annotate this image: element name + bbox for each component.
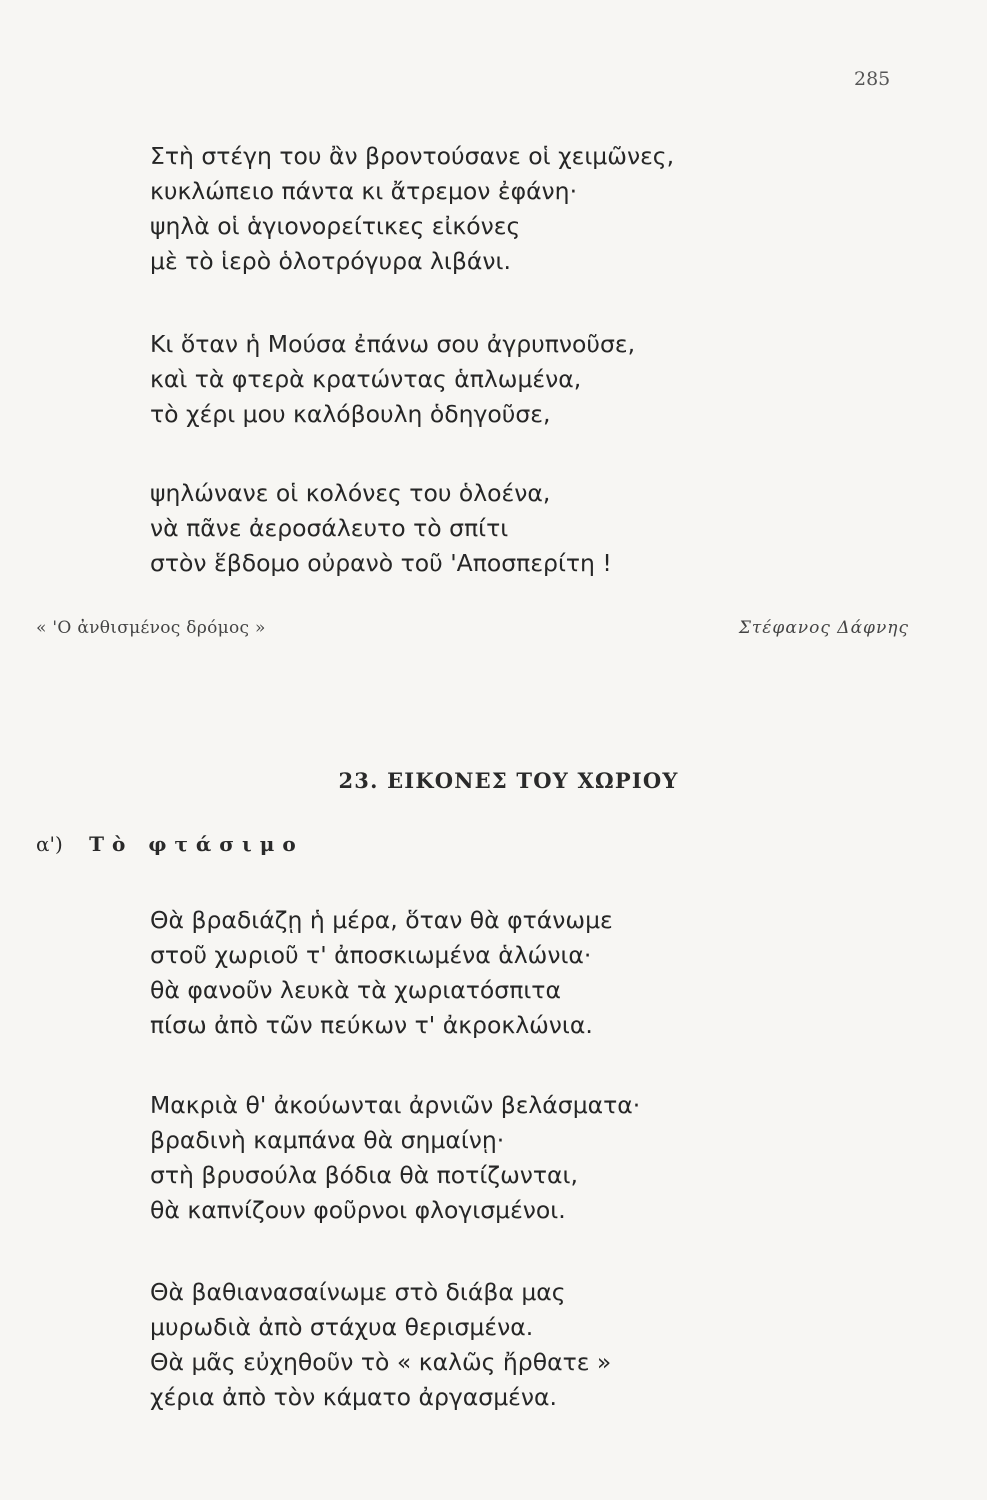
poem-line: βραδινὴ καμπάνα θὰ σημαίνῃ· — [150, 1126, 505, 1154]
page-number: 285 — [854, 68, 891, 90]
poem-line: Θὰ μᾶς εὐχηθοῦν τὸ « καλῶς ἤρθατε » — [150, 1348, 612, 1376]
poem-line: χέρια ἀπὸ τὸν κάματο ἀργασμένα. — [150, 1383, 557, 1411]
section-title: 23. ΕΙΚΟΝΕΣ ΤΟΥ ΧΩΡΙΟΥ — [338, 768, 679, 793]
poem-line: Θὰ βαθιανασαίνωμε στὸ διάβα μας — [150, 1278, 566, 1306]
poem1-stanza-3 — [150, 476, 612, 581]
poem2-stanza-2 — [150, 1088, 640, 1228]
poem-line: Κι ὅταν ἡ Μούσα ἐπάνω σου ἀγρυπνοῦσε, — [150, 330, 636, 358]
poem-line: Στὴ στέγη του ἂν βροντούσανε οἱ χειμῶνες, — [150, 142, 675, 170]
poem-line: ψηλώνανε οἱ κολόνες του ὁλοένα, — [150, 479, 551, 507]
poem-line: καὶ τὰ φτερὰ κρατώντας ἁπλωμένα, — [150, 365, 582, 393]
poem-line: Θὰ βραδιάζῃ ἡ μέρα, ὅταν θὰ φτάνωμε — [150, 906, 613, 934]
poem-line: ψηλὰ οἱ ἁγιονορείτικες εἰκόνες — [150, 212, 521, 240]
poem-author: Στέφανος Δάφνης — [738, 618, 909, 638]
poem-line: τὸ χέρι μου καλόβουλη ὁδηγοῦσε, — [150, 400, 551, 428]
subsection-label: α') — [36, 832, 63, 856]
poem-line: νὰ πᾶνε ἀεροσάλευτο τὸ σπίτι — [150, 514, 509, 542]
poem-line: πίσω ἀπὸ τῶν πεύκων τ' ἀκροκλώνια. — [150, 1011, 593, 1039]
subsection-heading — [36, 832, 304, 856]
poem-line: στοῦ χωριοῦ τ' ἀποσκιωμένα ἁλώνια· — [150, 941, 592, 969]
poem-line: θὰ φανοῦν λευκὰ τὰ χωριατόσπιτα — [150, 976, 561, 1004]
subsection-title: Τὸ φτάσιμο — [89, 832, 304, 856]
poem-line: μὲ τὸ ἱερὸ ὁλοτρόγυρα λιβάνι. — [150, 247, 511, 275]
poem-source: « 'Ο ἀνθισμένος δρόμος » — [36, 618, 266, 638]
poem2-stanza-1 — [150, 903, 613, 1043]
poem1-stanza-1 — [150, 139, 674, 279]
poem-line: στὴ βρυσούλα βόδια θὰ ποτίζωνται, — [150, 1161, 578, 1189]
poem-line: στὸν ἕβδομο οὐρανὸ τοῦ 'Αποσπερίτη ! — [150, 549, 612, 577]
poem-line: κυκλώπειο πάντα κι ἄτρεμον ἐφάνη· — [150, 177, 578, 205]
poem-line: Μακριὰ θ' ἀκούωνται ἀρνιῶν βελάσματα· — [150, 1091, 641, 1119]
poem1-stanza-2 — [150, 327, 635, 432]
poem-line: θὰ καπνίζουν φοῦρνοι φλογισμένοι. — [150, 1196, 566, 1224]
poem2-stanza-3 — [150, 1275, 611, 1415]
poem-line: μυρωδιὰ ἀπὸ στάχυα θερισμένα. — [150, 1313, 534, 1341]
